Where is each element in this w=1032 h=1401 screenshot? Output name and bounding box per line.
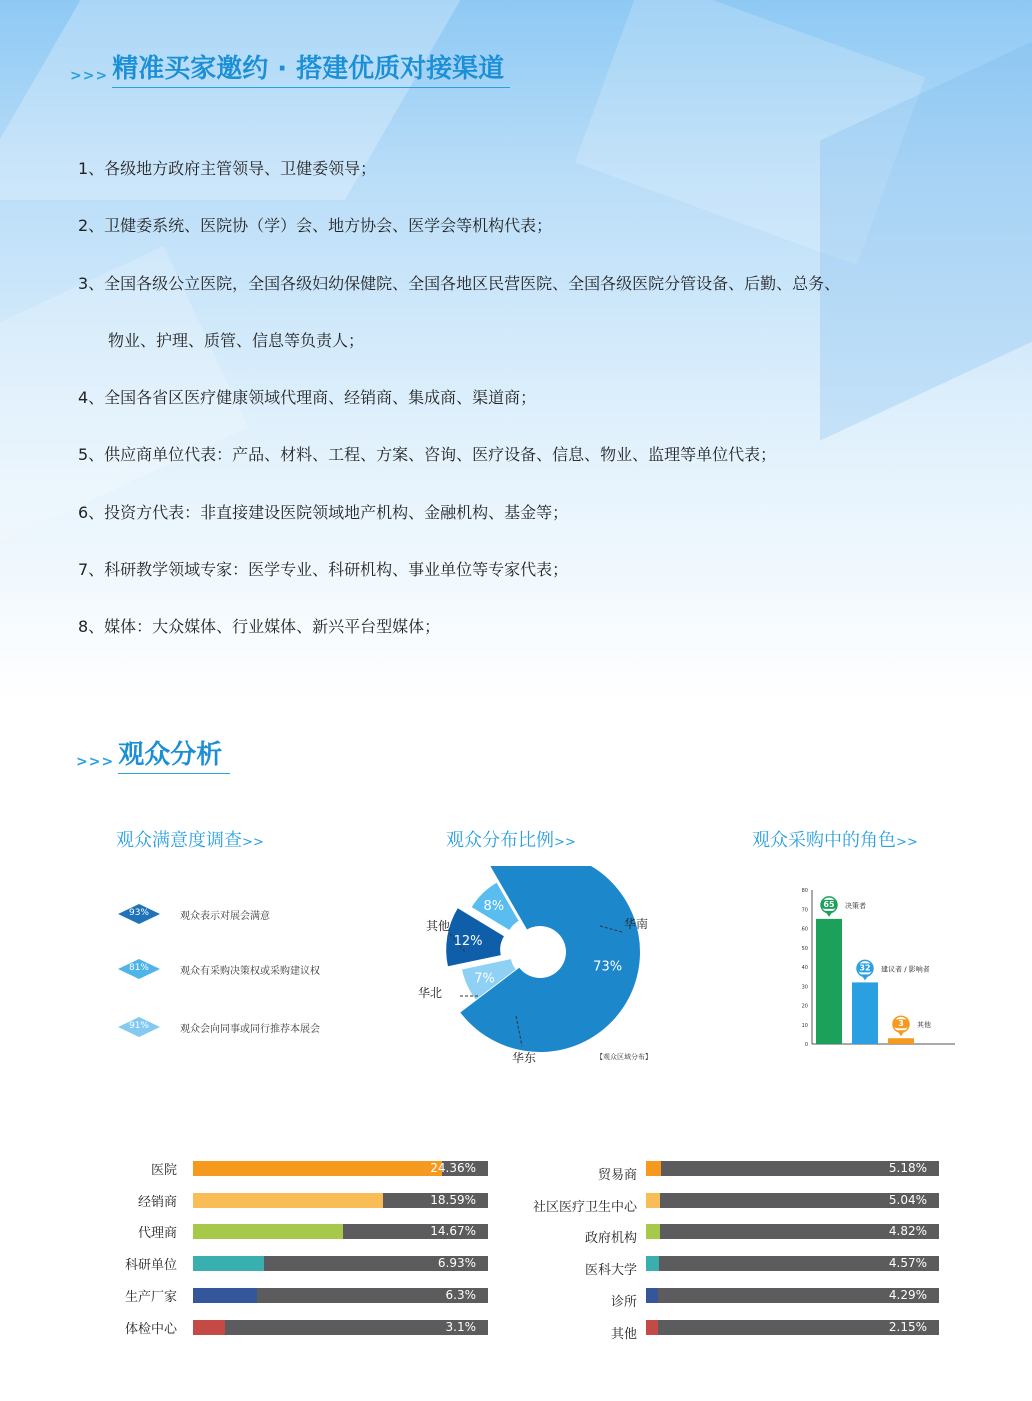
y-tick-label: 20 (801, 1003, 808, 1010)
bar-track (193, 1161, 488, 1176)
bar-value: 24.36% (430, 1161, 476, 1175)
bar-value: 4.29% (888, 1287, 927, 1302)
bar-track (646, 1288, 939, 1303)
bar-category-label: 医院 (150, 1163, 177, 1178)
bar-fill (193, 1193, 383, 1208)
bar-category-label: 社区医疗卫生中心 (532, 1199, 637, 1215)
role-bar (852, 982, 878, 1044)
bar-value: 4.57% (888, 1256, 927, 1271)
pie-label-north: 华北 (418, 986, 443, 1000)
bar-category-label: 科研单位 (124, 1258, 177, 1274)
bar-fill (646, 1288, 658, 1303)
list-item: 5、供应商单位代表：产品、材料、工程、方案、咨询、医疗设备、信息、物业、监理等单位代表； (78, 445, 777, 465)
bar-fill (646, 1224, 660, 1239)
satisfaction-row (118, 957, 320, 981)
satisfaction-label: 观众会向同事或同行推荐本展会 (180, 1024, 320, 1035)
invitation-list (78, 140, 998, 656)
bar-value: 14.67% (430, 1224, 476, 1239)
bar-fill (193, 1288, 257, 1303)
bar-track (646, 1256, 939, 1271)
list-item: 1、各级地方政府主管领导、卫健委领导； (78, 159, 377, 178)
y-tick-label: 10 (801, 1022, 808, 1029)
bar-fill (646, 1320, 658, 1335)
y-tick-label: 30 (801, 984, 808, 991)
pie-value-label: 7% (474, 971, 495, 987)
list-item: 3、全国各级公立医院，全国各级妇幼保健院、全国各地区民营医院、全国各级医院分管设备、后勤、总务、 (78, 273, 841, 293)
roles-bar-chart (790, 882, 960, 1052)
bar-category-label: 政府机构 (584, 1231, 637, 1247)
bar-track (193, 1256, 488, 1271)
bar-fill (646, 1161, 661, 1176)
list-item: 8、媒体：大众媒体、行业媒体、新兴平台型媒体； (78, 617, 441, 637)
role-label: 决策者 (845, 901, 866, 910)
bar-category-label: 诊所 (610, 1294, 637, 1310)
bar-track (193, 1288, 488, 1303)
roles-title (752, 826, 918, 852)
bar-track (646, 1224, 939, 1239)
bar-fill (193, 1161, 442, 1176)
bar-track (193, 1193, 488, 1208)
pie-caption: 【观众区域分布】 (596, 1053, 652, 1061)
section-title-invitation (70, 48, 510, 88)
bar-category-label: 经销商 (137, 1194, 177, 1210)
role-bar (816, 919, 842, 1044)
list-item: 物业、护理、质管、信息等负责人； (108, 330, 365, 350)
distribution-title (446, 826, 576, 852)
bar-value: 5.04% (888, 1192, 927, 1207)
analysis-title: 观众分析 (118, 734, 230, 774)
role-label: 其他 (917, 1021, 931, 1030)
title-suffix: >> (242, 835, 264, 850)
bar-track (646, 1320, 939, 1335)
bar-category-label: 贸易商 (597, 1168, 637, 1183)
bar-category-label: 生产厂家 (124, 1289, 177, 1305)
pie-value-label: 8% (483, 898, 505, 914)
satisfaction-row (118, 1015, 320, 1039)
badge-pointer-icon (825, 911, 833, 917)
bar-track (193, 1224, 488, 1239)
bar-value: 6.3% (445, 1287, 476, 1302)
y-tick-label: 50 (801, 945, 808, 952)
badge-pointer-icon (897, 1030, 905, 1036)
y-tick-label: 0 (804, 1042, 808, 1048)
bar-fill (193, 1320, 225, 1335)
badge-pointer-icon (861, 974, 869, 980)
bar-value: 5.18% (888, 1161, 927, 1175)
pie-label-east: 华东 (512, 1051, 537, 1065)
satisfaction-value: 91% (128, 1021, 149, 1031)
satisfaction-title-text: 观众满意度调查 (116, 830, 242, 851)
satisfaction-value: 81% (128, 963, 149, 973)
title-arrows: >>> (76, 754, 115, 770)
bar-fill (646, 1256, 659, 1271)
role-value: 32 (859, 963, 871, 973)
list-item: 7、科研教学领域专家：医学专业、科研机构、事业单位等专家代表； (78, 560, 569, 580)
satisfaction-label: 观众表示对展会满意 (180, 911, 270, 922)
bar-track (646, 1193, 939, 1208)
y-tick-label: 70 (801, 907, 808, 914)
title-arrows: >>> (70, 68, 109, 84)
invitation-title: 精准买家邀约 · 搭建优质对接渠道 (112, 48, 510, 88)
pie-label-south: 华南 (624, 917, 649, 931)
y-tick-label: 40 (801, 965, 808, 971)
section-title-analysis (76, 734, 230, 774)
role-label: 建议者 / 影响者 (881, 965, 930, 974)
bar-value: 3.1% (445, 1319, 476, 1334)
bar-track (193, 1320, 488, 1335)
bar-category-label: 体检中心 (124, 1321, 177, 1337)
bar-value: 6.93% (437, 1256, 476, 1271)
bar-category-label: 医科大学 (584, 1263, 637, 1279)
pie-value-label: 12% (453, 933, 483, 949)
bar-value: 4.82% (888, 1224, 927, 1239)
bar-value: 2.15% (888, 1319, 927, 1334)
satisfaction-row (118, 902, 270, 926)
list-item: 4、全国各省区医疗健康领域代理商、经销商、集成商、渠道商； (78, 388, 537, 408)
bar-category-label: 代理商 (137, 1226, 177, 1242)
pie-label-other: 其他 (426, 919, 451, 933)
title-suffix: >> (896, 835, 918, 850)
distribution-title-text: 观众分布比例 (446, 830, 554, 851)
role-bar (888, 1038, 914, 1044)
y-tick-label: 80 (801, 888, 808, 894)
satisfaction-title (116, 826, 264, 852)
bar-fill (193, 1224, 343, 1239)
bar-track (646, 1161, 939, 1176)
list-item: 6、投资方代表：非直接建设医院领域地产机构、金融机构、基金等； (78, 502, 569, 522)
bar-fill (193, 1256, 264, 1271)
pie-value-label: 73% (593, 959, 623, 975)
satisfaction-value: 93% (128, 908, 149, 918)
roles-title-text: 观众采购中的角色 (752, 830, 896, 851)
bar-fill (646, 1193, 660, 1208)
pie-hole (516, 928, 564, 976)
bar-value: 18.59% (430, 1192, 476, 1207)
distribution-pie-chart (410, 866, 670, 1066)
list-item: 2、卫健委系统、医院协（学）会、地方协会、医学会等机构代表； (78, 216, 553, 236)
bar-category-label: 其他 (610, 1326, 637, 1342)
role-value: 3 (898, 1019, 904, 1029)
title-suffix: >> (554, 835, 576, 850)
satisfaction-label: 观众有采购决策权或采购建议权 (180, 966, 320, 977)
y-tick-label: 60 (801, 926, 808, 933)
role-value: 65 (823, 899, 835, 909)
